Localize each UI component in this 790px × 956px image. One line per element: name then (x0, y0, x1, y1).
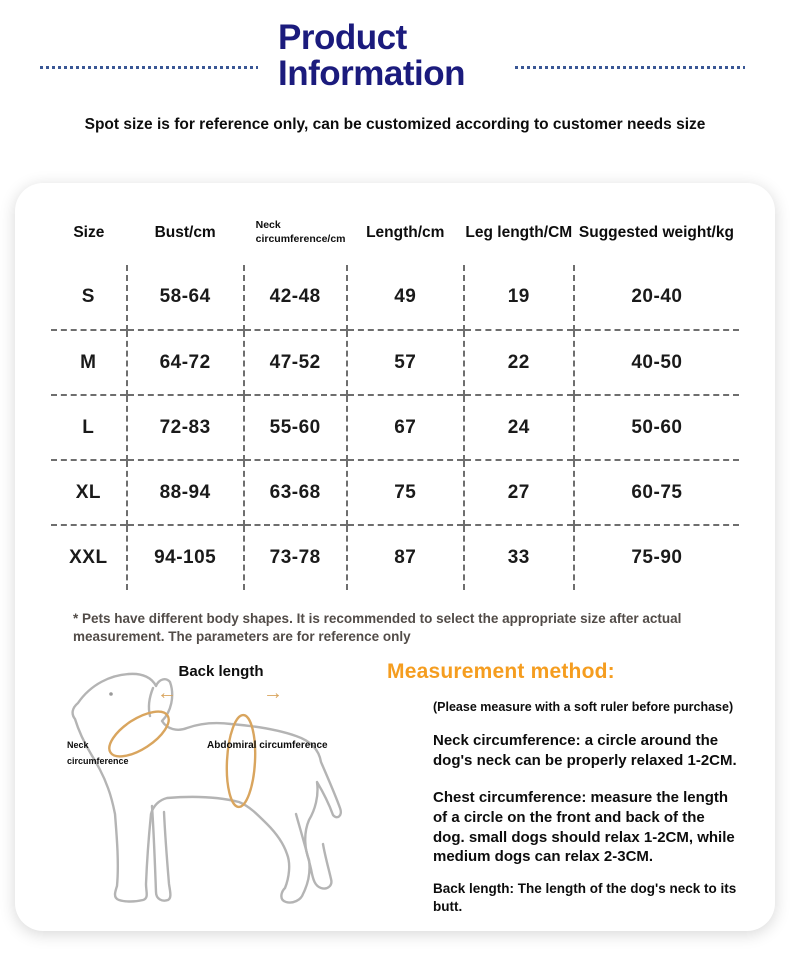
cell-length: 67 (347, 395, 464, 460)
neck-circumference-paragraph: Neck circumference: a circle around the dog's neck can be properly relaxed 1-2CM. (433, 732, 737, 770)
page-title (278, 20, 465, 93)
cell-bust: 64-72 (127, 330, 244, 395)
cell-length: 87 (347, 525, 464, 590)
table-row-m (51, 330, 739, 395)
col-header-neck: Neck circumference/cm (255, 219, 346, 245)
cell-size: XXL (51, 525, 127, 590)
cell-leg: 22 (464, 330, 574, 395)
size-chart-table (51, 201, 739, 590)
table-row-l (51, 395, 739, 460)
back-length-label: Back length (178, 663, 264, 681)
page-title-line1: Product (278, 18, 407, 57)
title-dash-line-left (40, 66, 258, 69)
page-header (0, 0, 790, 150)
cell-leg: 19 (464, 265, 574, 330)
col-header-leg: Leg length/CM (465, 224, 573, 241)
cell-weight: 50-60 (574, 395, 739, 460)
cell-bust: 58-64 (127, 265, 244, 330)
abdominal-circumference-label: Abdomiral circumference (207, 740, 328, 752)
measurement-note: (Please measure with a soft ruler before purchase) (433, 700, 734, 715)
back-length-paragraph: Back length: The length of the dog's neck to its butt. (433, 881, 737, 915)
cell-size: XL (51, 460, 127, 525)
page-title-line2: Information (278, 54, 465, 94)
cell-neck: 42-48 (244, 265, 347, 330)
cell-size: M (51, 330, 127, 395)
measurement-section (51, 658, 739, 915)
cell-weight: 60-75 (574, 460, 739, 525)
dog-measurement-diagram (51, 658, 363, 914)
neck-circumference-label: Neck circumference (67, 740, 129, 766)
col-header-weight: Suggested weight/kg (578, 224, 734, 241)
title-dash-line-right (515, 66, 745, 69)
page-subtitle: Spot size is for reference only, can be customized according to customer needs size (84, 116, 706, 133)
abdominal-ring (225, 715, 258, 808)
dog-outline-illustration (53, 664, 353, 914)
size-chart-header-row (51, 201, 739, 265)
cell-neck: 73-78 (244, 525, 347, 590)
cell-leg: 27 (464, 460, 574, 525)
cell-weight: 20-40 (574, 265, 739, 330)
table-row-xxl (51, 525, 739, 590)
back-length-arrow-right-icon: → (263, 682, 283, 705)
col-header-bust: Bust/cm (154, 224, 216, 241)
back-length-arrow-left-icon: ← (157, 682, 177, 705)
measurement-heading: Measurement method: (387, 660, 615, 684)
cell-weight: 40-50 (574, 330, 739, 395)
cell-leg: 24 (464, 395, 574, 460)
cell-weight: 75-90 (574, 525, 739, 590)
cell-leg: 33 (464, 525, 574, 590)
dog-eye-dot (109, 693, 113, 697)
cell-bust: 94-105 (127, 525, 244, 590)
cell-size: S (81, 286, 95, 307)
measurement-method (363, 658, 739, 915)
col-header-length: Length/cm (366, 224, 445, 241)
cell-size: L (51, 395, 127, 460)
cell-bust: 88-94 (127, 460, 244, 525)
size-chart-footnote: * Pets have different body shapes. It is recommended to select the appropriate size after actual measurement. The parameters are for reference only (73, 611, 682, 645)
cell-neck: 63-68 (244, 460, 347, 525)
cell-length: 75 (347, 460, 464, 525)
cell-neck: 55-60 (244, 395, 347, 460)
table-row-xl (51, 460, 739, 525)
table-row-s (51, 265, 739, 330)
cell-bust: 72-83 (127, 395, 244, 460)
cell-length: 57 (347, 330, 464, 395)
cell-neck: 47-52 (244, 330, 347, 395)
col-header-size: Size (73, 224, 105, 241)
product-info-card (15, 183, 775, 931)
chest-circumference-paragraph: Chest circumference: measure the length of a circle on the front and back of the dog. small dogs should relax 1-2CM, while medium dogs can relax 2-3CM. (433, 789, 735, 866)
cell-length: 49 (347, 265, 464, 330)
